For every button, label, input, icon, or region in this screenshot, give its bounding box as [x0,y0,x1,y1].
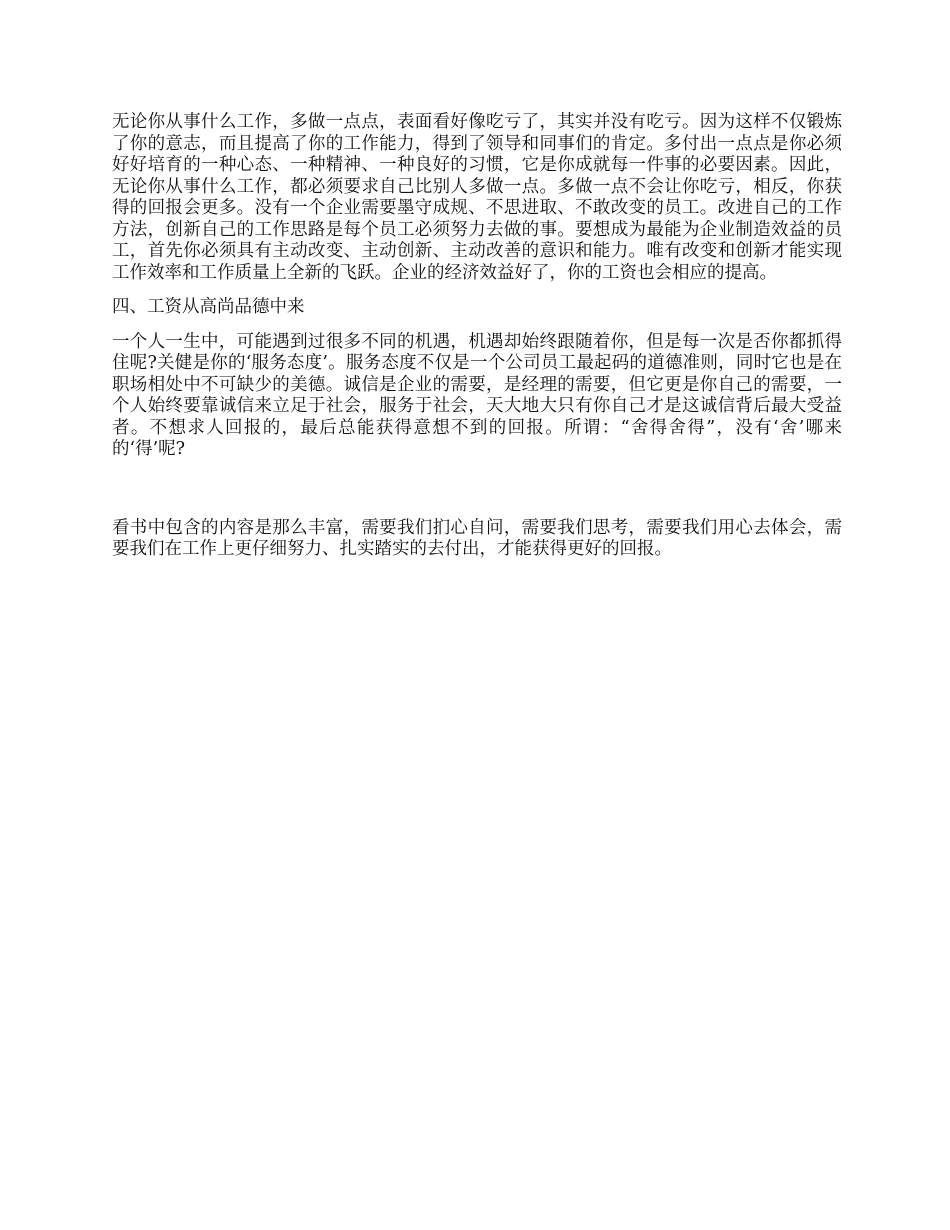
body-paragraph: 一个人一生中，可能遇到过很多不同的机遇，机遇却始终跟随着你，但是每一次是否你都抓得住呢?关健是你的‘服务态度’。服务态度不仅是一个公司员工最起码的道德准则，同时它也是在职场相处中不可缺少的美德。诚信是企业的需要，是经理的需要，但它更是你自己的需要，一个人始终要靠诚信来立足于社会，服务于社会，天大地大只有你自己才是这诚信背后最大受益者。不想求人回报的，最后总能获得意想不到的回报。所谓：“舍得舍得”，没有‘舍’哪来的‘得’呢? [112,331,842,459]
body-paragraph: 无论你从事什么工作，多做一点点，表面看好像吃亏了，其实并没有吃亏。因为这样不仅锻炼了你的意志，而且提高了你的工作能力，得到了领导和同事们的肯定。多付出一点点是你必须好好培育的一种心态、一种精神、一种良好的习惯，它是你成就每一件事的必要因素。因此，无论你从事什么工作，都必须要求自己比别人多做一点。多做一点不会让你吃亏，相反，你获得的回报会更多。没有一个企业需要墨守成规、不思进取、不敢改变的员工。改进自己的工作方法，创新自己的工作思路是每个员工必须努力去做的事。要想成为最能为企业制造效益的员工，首先你必须具有主动改变、主动创新、主动改善的意识和能力。唯有改变和创新才能实现工作效率和工作质量上全新的飞跃。企业的经济效益好了，你的工资也会相应的提高。 [112,112,842,283]
document-page [112,112,842,561]
section-heading: 四、工资从高尚品德中来 [112,297,305,317]
closing-paragraph: 看书中包含的内容是那么丰富，需要我们扪心自问，需要我们思考，需要我们用心去体会，需要我们在工作上更仔细努力、扎实踏实的去付出，才能获得更好的回报。 [112,517,842,559]
